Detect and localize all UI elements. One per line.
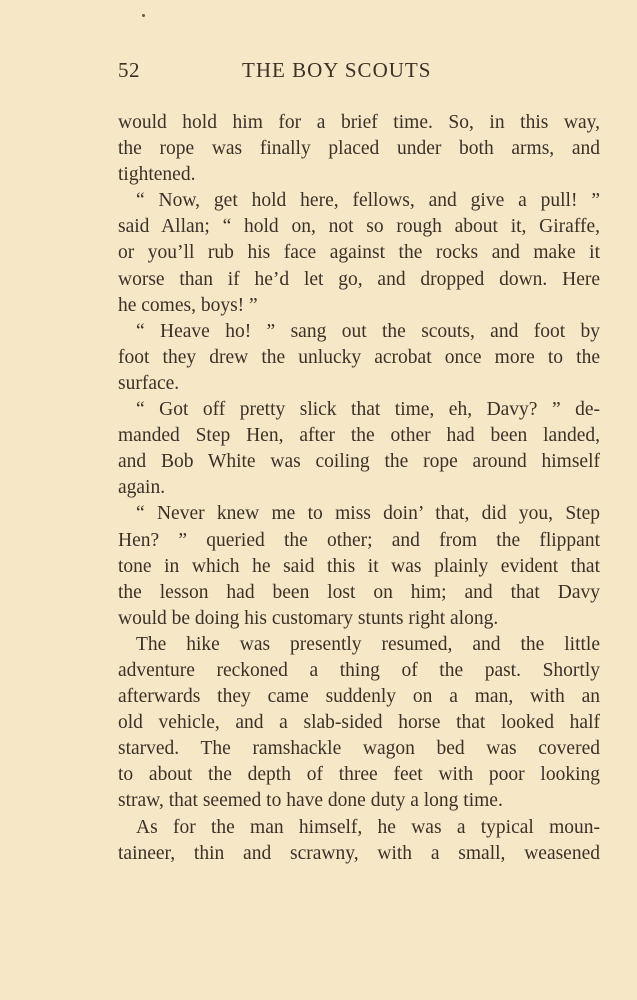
text-line: or you’ll rub his face against the rocks and make it <box>118 242 600 264</box>
text-line: The hike was presently resumed, and the little <box>136 633 600 655</box>
body-text <box>118 110 600 867</box>
text-line: As for the man himself, he was a typical moun- <box>136 816 600 838</box>
text-line: the lesson had been lost on him; and that Davy <box>118 581 600 603</box>
text-line: “ Never knew me to miss doin’ that, did you, Step <box>136 503 600 525</box>
text-line: starved. The ramshackle wagon bed was covered <box>118 738 600 760</box>
text-line: the rope was finally placed under both arms, and <box>118 138 600 160</box>
text-line: “ Got off pretty slick that time, eh, Davy? ” de- <box>136 399 600 421</box>
text-line: adventure reckoned a thing of the past. Shortly <box>118 659 600 681</box>
text-line: old vehicle, and a slab-sided horse that looked half <box>118 712 600 734</box>
text-line: manded Step Hen, after the other had been landed, <box>118 425 600 447</box>
text-line: again. <box>118 477 166 499</box>
text-line: worse than if he’d let go, and dropped down. Here <box>118 268 600 290</box>
text-line: he comes, boys! ” <box>118 294 258 316</box>
text-line: tone in which he said this it was plainly evident that <box>118 555 600 577</box>
text-line: taineer, thin and scrawny, with a small, weasened <box>118 842 600 864</box>
text-line: tightened. <box>118 164 196 186</box>
page-header <box>118 58 600 98</box>
text-line: surface. <box>118 372 180 394</box>
text-line: would hold him for a brief time. So, in this way, <box>118 112 600 133</box>
text-line: straw, that seemed to have done duty a long time. <box>118 790 503 812</box>
text-line: would be doing his customary stunts right along. <box>118 607 499 629</box>
text-line: “ Heave ho! ” sang out the scouts, and foot by <box>136 320 600 342</box>
paper-speck <box>142 14 145 17</box>
text-line: “ Now, get hold here, fellows, and give a pull! ” <box>136 190 600 212</box>
running-title: THE BOY SCOUTS <box>242 58 432 82</box>
text-line: said Allan; “ hold on, not so rough about it, Giraffe, <box>118 216 600 238</box>
text-line: and Bob White was coiling the rope around himself <box>118 451 600 473</box>
text-line: foot they drew the unlucky acrobat once more to the <box>118 346 600 368</box>
text-line: Hen? ” queried the other; and from the flippant <box>118 529 600 551</box>
text-line: to about the depth of three feet with poor looking <box>118 764 600 786</box>
page-number: 52 <box>118 58 140 82</box>
text-line: afterwards they came suddenly on a man, with an <box>118 686 600 708</box>
